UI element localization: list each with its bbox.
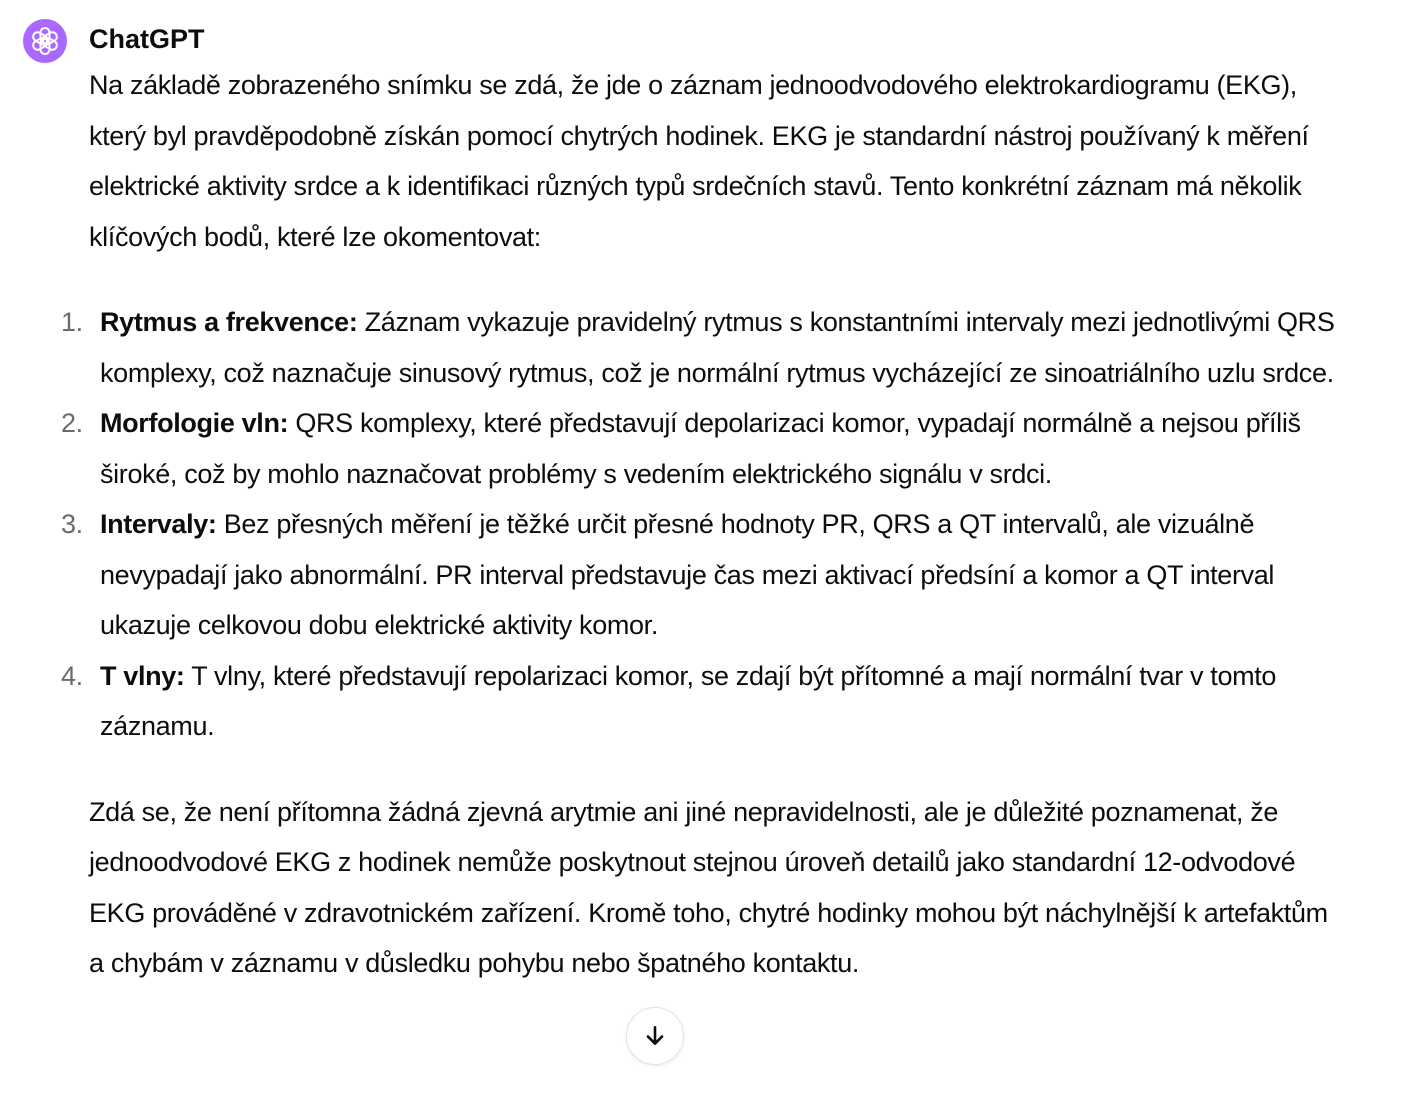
list-item-number: 4. [61, 660, 83, 691]
list-item [61, 651, 1349, 752]
arrow-down-icon [642, 1023, 668, 1049]
list-item-number: 2. [61, 408, 83, 438]
list-item [61, 499, 1349, 651]
list-item-text: T vlny, které představují repolarizaci komor, se zdají být přítomné a mají normální tvar v tomto záznamu. [100, 660, 1277, 741]
list-item-label: Morfologie vln: [100, 408, 289, 438]
list-item [61, 398, 1349, 499]
list-item-text: QRS komplexy, které představují depolarizaci komor, vypadají normálně a nejsou příliš široké, což by mohlo naznačovat problémy s vedením elektrického signálu v srdci. [100, 408, 1301, 489]
list-item-text: Bez přesných měření je těžké určit přesné hodnoty PR, QRS a QT intervalů, ale vizuálně nevypadají jako abnormální. PR interval představuje čas mezi aktivací předsíní a komor a QT interval ukazuje celkovou dobu elektrické aktivity komor. [100, 509, 1275, 640]
message-intro: Na základě zobrazeného snímku se zdá, že jde o záznam jednoodvodového elektrokardiogramu (EKG), který byl pravděpodobně získán pomocí chytrých hodinek. EKG je standardní nástroj používaný k měření elektrické aktivity srdce a k identifikaci různých typů srdečních stavů. Tento konkrétní záznam má několik klíčových bodů, které lze okomentovat: [89, 70, 1309, 252]
message-author: ChatGPT [89, 24, 205, 54]
list-item-label: T vlny: [100, 660, 185, 691]
list-item-label: Rytmus a frekvence: [100, 307, 358, 337]
openai-logo-icon [30, 26, 60, 56]
list-item [61, 297, 1349, 398]
message-outro: Zdá se, že není přítomna žádná zjevná arytmie ani jiné nepravidelnosti, ale je důležité poznamenat, že jednoodvodové EKG z hodinek nemůže poskytnout stejnou úroveň detailů jako standardní 12-odvodové EKG prováděné v zdravotnickém zařízení. Kromě toho, chytré hodinky mohou být náchylnější k artefaktům a chybám v záznamu v důsledku pohybu nebo špatného kontaktu. [89, 796, 1328, 978]
assistant-avatar [23, 19, 67, 63]
scroll-to-bottom-button[interactable] [626, 1007, 684, 1065]
list-item-text: Záznam vykazuje pravidelný rytmus s konstantními intervaly mezi jednotlivými QRS komplexy, což naznačuje sinusový rytmus, což je normální rytmus vycházející ze sinoatriálního uzlu srdce. [100, 307, 1335, 388]
list-item-number: 1. [61, 307, 83, 337]
list-item-label: Intervaly: [100, 509, 217, 539]
message-list [61, 297, 1349, 752]
list-item-number: 3. [61, 509, 83, 539]
assistant-message [61, 60, 1349, 989]
